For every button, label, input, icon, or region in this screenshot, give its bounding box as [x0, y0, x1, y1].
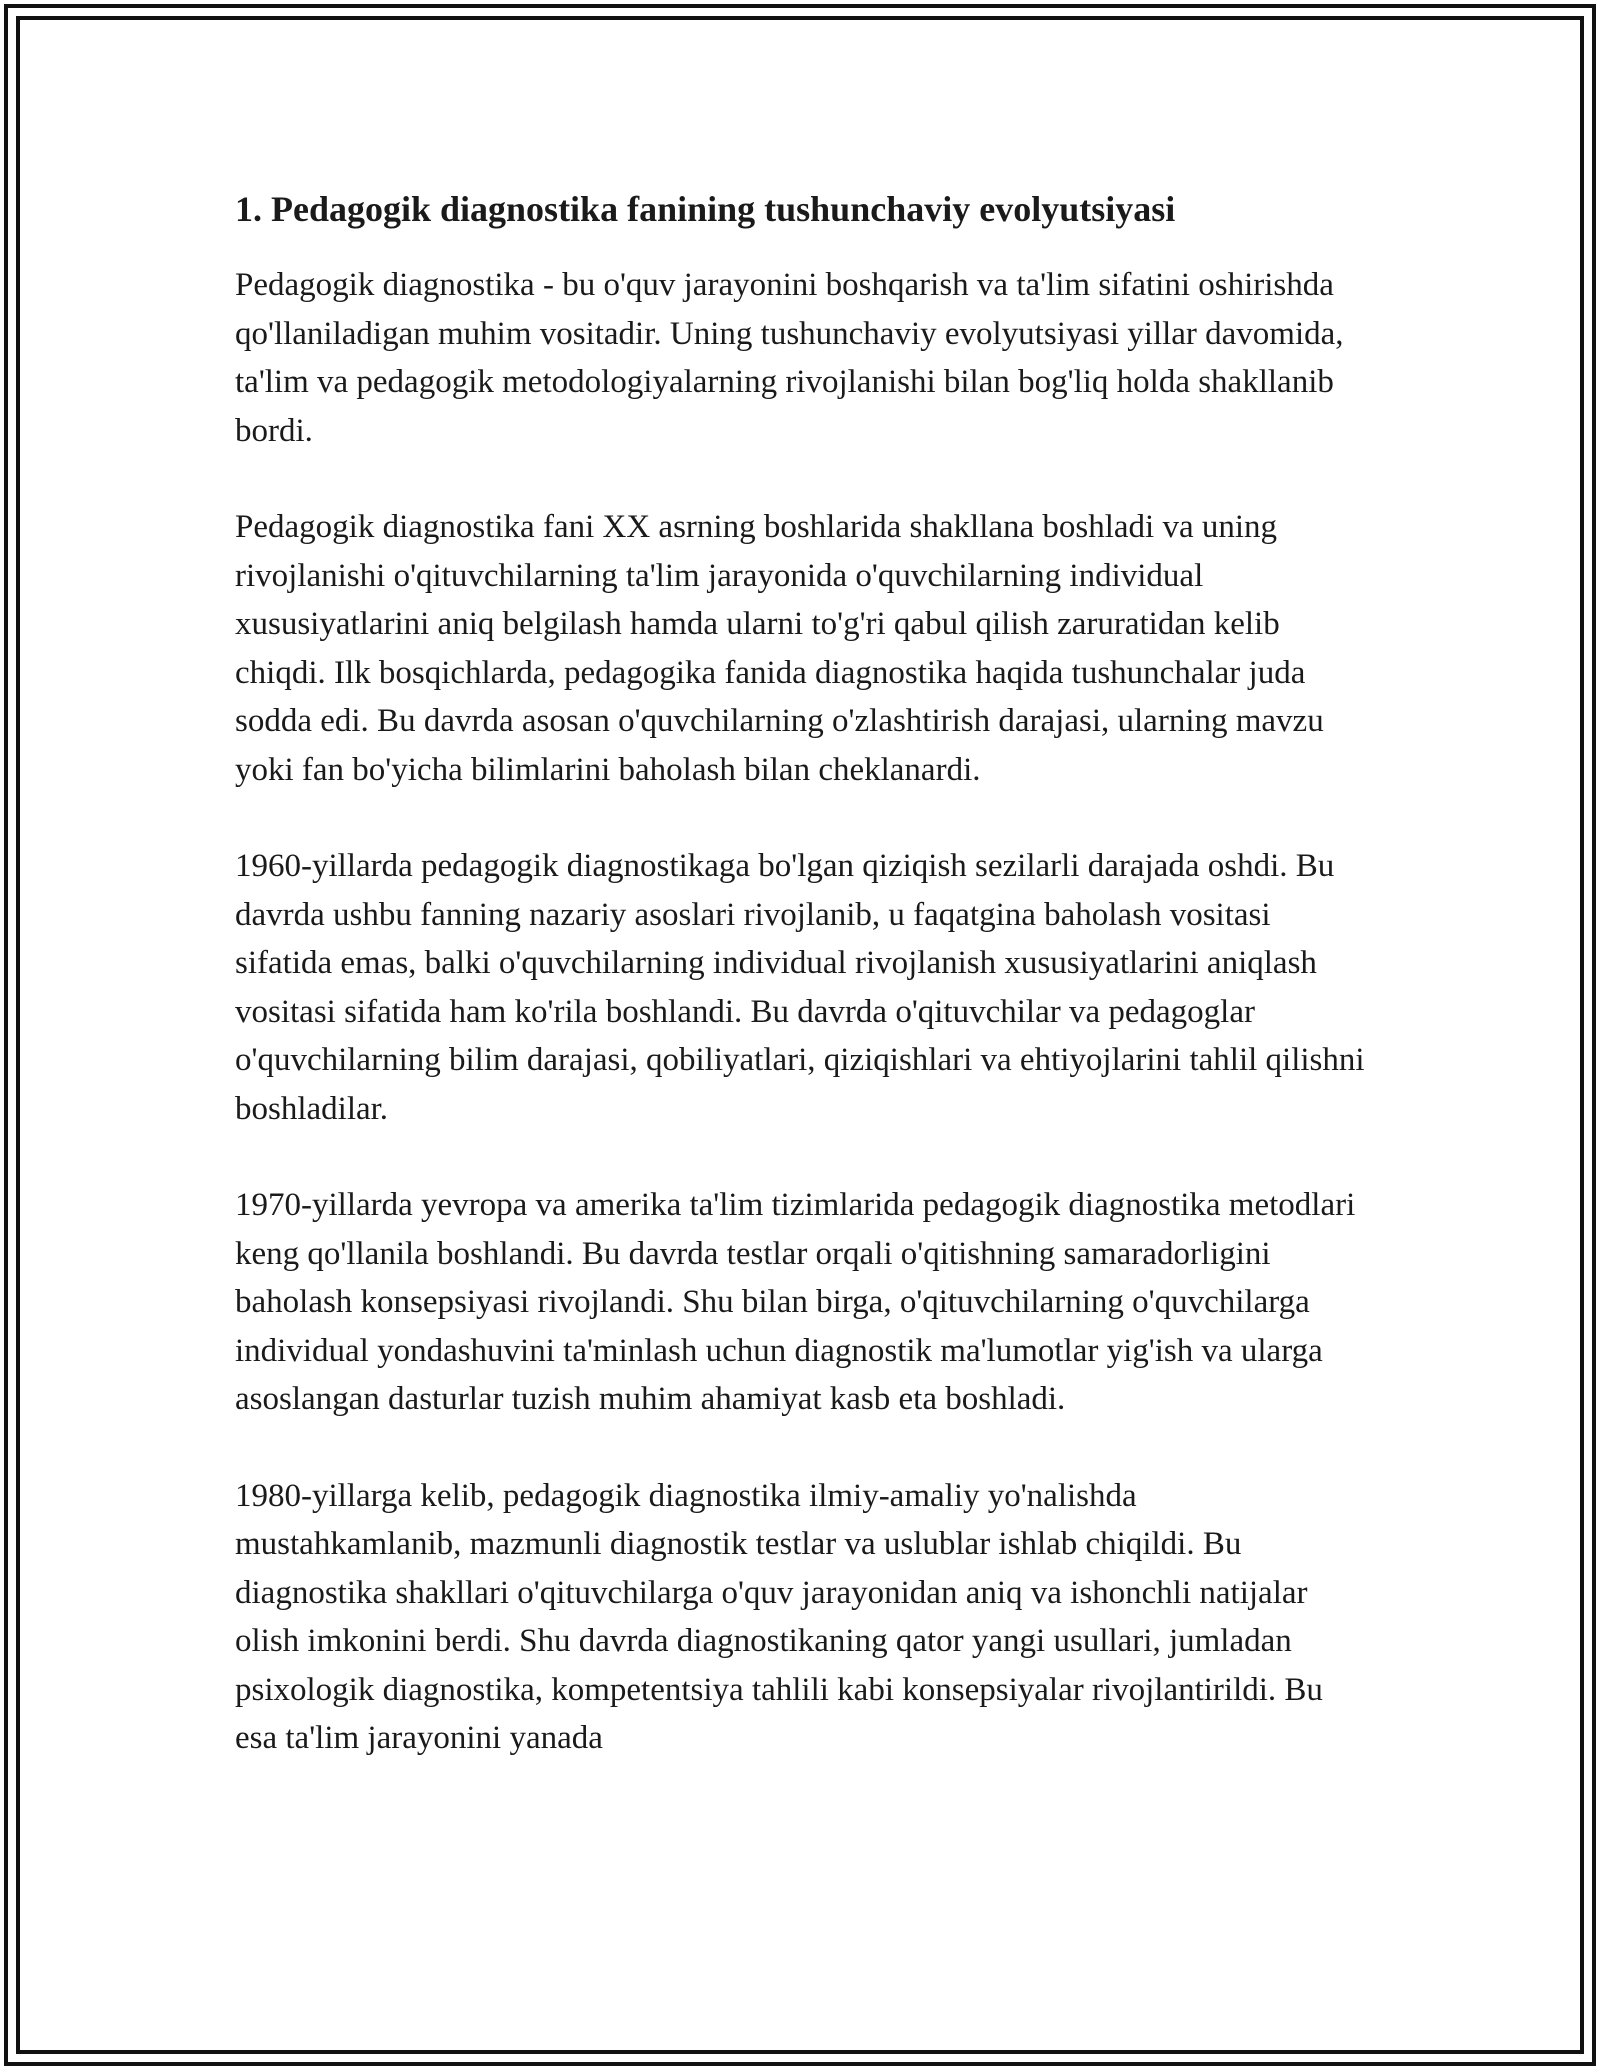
paragraph-1960s: 1960-yillarda pedagogik diagnostikaga bo'lgan qiziqish sezilarli darajada oshdi. Bu davrda ushbu fanning nazariy asoslari rivojlanib, u faqatgina baholash vositasi sifatida emas, balki o'quvchilarning individual rivojlanish xususiyatlarini aniqlash vositasi sifatida ham ko'rila boshlandi. Bu davrda o'qituvchilar va pedagoglar o'quvchilarning bilim darajasi, qobiliyatlari, qiziqishlari va ehtiyojlarini tahlil qilishni boshladilar. [235, 848, 1365, 1127]
paragraph-intro: Pedagogik diagnostika - bu o'quv jarayonini boshqarish va ta'lim sifatini oshirishda qo'llaniladigan muhim vositadir. Uning tushunchaviy evolyutsiyasi yillar davomida, ta'lim va pedagogik metodologiyalarning rivojlanishi bilan bog'liq holda shakllanib bordi. [235, 267, 1344, 449]
paragraph-early-20th-century: Pedagogik diagnostika fani XX asrning boshlarida shakllana boshladi va uning rivojlanishi o'qituvchilarning ta'lim jarayonida o'quvchilarning individual xususiyatlarini aniq belgilash hamda ularni to'g'ri qabul qilish zaruratidan kelib chiqdi. Ilk bosqichlarda, pedagogika fanida diagnostika haqida tushunchalar juda sodda edi. Bu davrda asosan o'quvchilarning o'zlashtirish darajasi, ularning mavzu yoki fan bo'yicha bilimlarini baholash bilan cheklanardi. [235, 509, 1324, 788]
document-body [235, 185, 1370, 1763]
section-heading: 1. Pedagogik diagnostika fanining tushunchaviy evolyutsiyasi [235, 189, 1176, 229]
paragraph-1970s: 1970-yillarda yevropa va amerika ta'lim tizimlarida pedagogik diagnostika metodlari keng qo'llanila boshlandi. Bu davrda testlar orqali o'qitishning samaradorligini baholash konsepsiyasi rivojlandi. Shu bilan birga, o'qituvchilarning o'quvchilarga individual yondashuvini ta'minlash uchun diagnostik ma'lumotlar yig'ish va ularga asoslangan dasturlar tuzish muhim ahamiyat kasb eta boshladi. [235, 1187, 1356, 1417]
paragraph-1980s: 1980-yillarga kelib, pedagogik diagnostika ilmiy-amaliy yo'nalishda mustahkamlanib, mazmunli diagnostik testlar va uslublar ishlab chiqildi. Bu diagnostika shakllari o'qituvchilarga o'quv jarayonidan aniq va ishonchli natijalar olish imkonini berdi. Shu davrda diagnostikaning qator yangi usullari, jumladan psixologik diagnostika, kompetentsiya tahlili kabi konsepsiyalar rivojlantirildi. Bu esa ta'lim jarayonini yanada [235, 1477, 1323, 1756]
